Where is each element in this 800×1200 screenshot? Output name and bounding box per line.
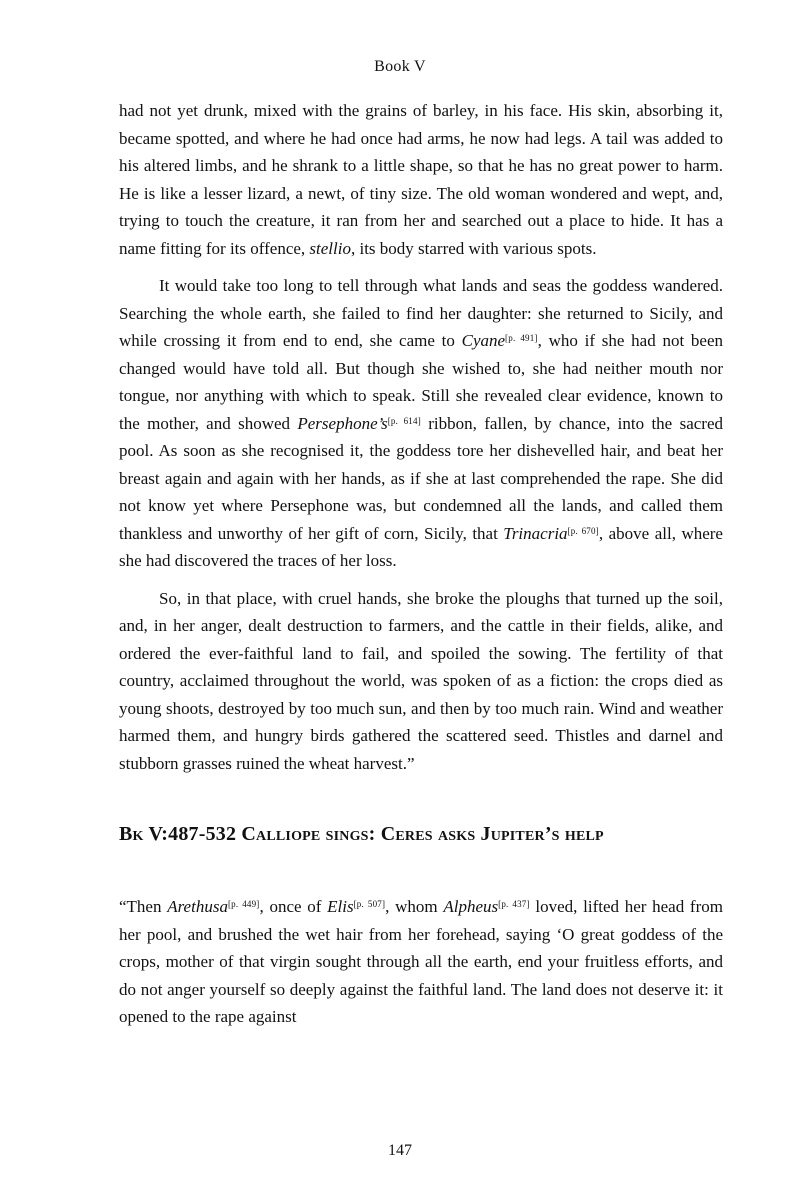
link-persephone[interactable]: Persephone’s <box>297 413 388 433</box>
page-ref-cyane[interactable]: [p. 491] <box>505 333 538 343</box>
paragraph-4 <box>119 893 723 1031</box>
paragraph-text: , once of <box>259 897 328 916</box>
paragraph-text: ribbon, fallen, by chance, into the sacred pool. As soon as she recognised it, the goddess tore her dishevelled hair, and beat her breast again and again with her hands, as if she at last comprehended the rape. She did not know yet where Persephone was, but condemned all the lands, and called them thankless and unworthy of her gift of corn, Sicily, that <box>119 413 723 543</box>
page-ref-persephone[interactable]: [p. 614] <box>387 415 421 426</box>
paragraph-text: had not yet drunk, mixed with the grains of barley, in his face. His skin, absorbing it, became spotted, and where he had once had arms, he now had legs. A tail was added to his altered limbs, and he shrank to a little shape, so that he has no great power to harm. He is like a lesser lizard, a newt, of tiny size. The old woman wondered and wept, and, trying to touch the creature, it ran from her and searched out a place to hide. It has a name fitting for its offence, <box>119 101 723 258</box>
link-alpheus[interactable]: Alpheus <box>443 897 499 916</box>
paragraph-text: , who if she had not been changed would have told all. But though she wished to, she had neither mouth nor tongue, nor anything with which to speak. Still she revealed clear evidence, known to the mother, and showed <box>119 331 723 433</box>
page-body <box>119 97 723 1031</box>
paragraph-3: So, in that place, with cruel hands, she broke the ploughs that turned up the soil, and, in her anger, dealt destruction to farmers, and the cattle in their fields, alike, and ordered the ever-faithful land to fail, and spoiled the sowing. The fertility of that country, acclaimed throughout the world, was spoken of as a fiction: the crops died as young shoots, destroyed by too much sun, and then by too much rain. Wind and weather harmed them, and hungry birds gathered the scattered seed. Thistles and darnel and stubborn grasses ruined the wheat harvest.” <box>119 588 723 773</box>
paragraph-text: It would take too long to tell through what lands and seas the goddess wandered. Searching the whole earth, she failed to find her daughter: she returned to Sicily, and while crossing it from end to end, she came to <box>119 276 723 350</box>
link-elis[interactable]: Elis <box>327 897 354 916</box>
link-arethusa[interactable]: Arethusa <box>167 897 228 916</box>
section-heading: Bk V:487-532 Calliope sings: Ceres asks Jupiter’s help <box>119 823 604 845</box>
paragraph-text: , above all, where she had discovered the traces of her loss. <box>119 523 723 570</box>
page-ref-elis[interactable]: [p. 507] <box>353 899 386 909</box>
link-cyane[interactable]: Cyane <box>461 331 506 350</box>
paragraph-text: , its body starred with various spots. <box>350 238 597 258</box>
paragraph-text: “Then <box>119 897 168 916</box>
link-trinacria[interactable]: Trinacria <box>503 523 568 543</box>
page-number: 147 <box>388 1142 412 1159</box>
page-ref-trinacria[interactable]: [p. 670] <box>567 525 599 536</box>
paragraph-text: loved, lifted her head from her pool, and brushed the wet hair from her forehead, saying ‘O great goddess of the crops, mother of that virgin sought through all the earth, end your fruitless efforts, and do not anger yourself so deeply against the faithful land. The land does not deserve it: it opened to the rape against <box>119 897 723 1026</box>
paragraph-text: , whom <box>385 897 444 916</box>
paragraph-2 <box>119 272 723 575</box>
paragraph-1 <box>119 97 723 262</box>
page-ref-alpheus[interactable]: [p. 437] <box>498 899 530 909</box>
page-ref-arethusa[interactable]: [p. 449] <box>227 899 260 909</box>
italic-term-stellio: stellio <box>309 238 351 258</box>
running-head: Book V <box>374 58 426 75</box>
